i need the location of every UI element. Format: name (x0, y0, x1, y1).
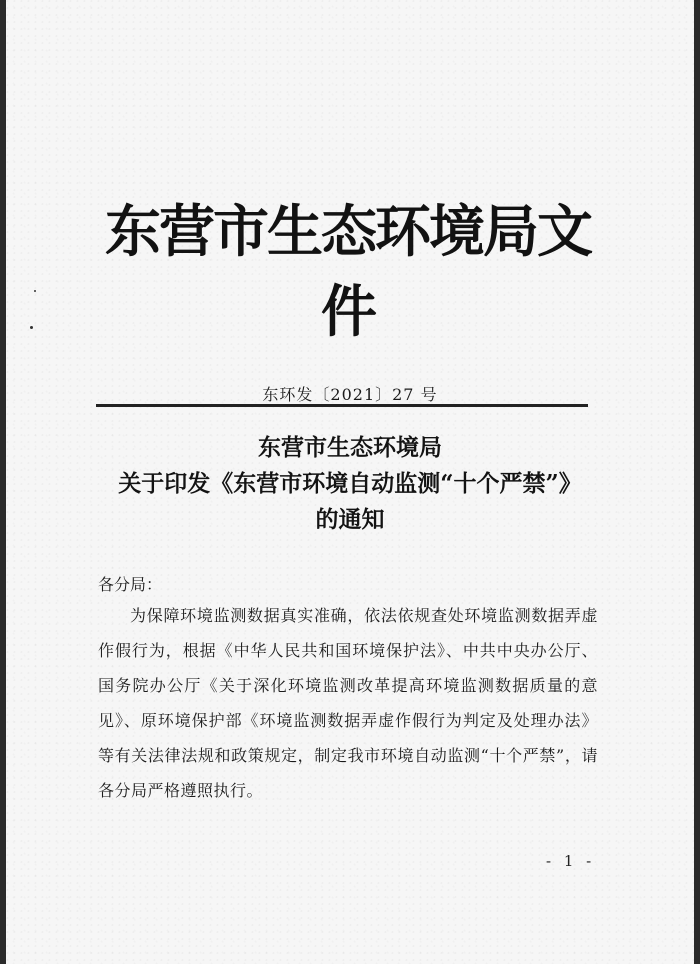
notice-title-line-3: 的通知 (315, 506, 385, 533)
notice-title-line-2: 关于印发《东营市环境自动监测“十个严禁”》 (118, 470, 582, 497)
body-paragraph: 为保障环境监测数据真实准确，依法依规查处环境监测数据弄虚作假行为，根据《中华人民共和国环境保护法》、中共中央办公厅、国务院办公厅《关于深化环境监测改革提高环境监测数据质量的意见》、原环境保护部《环境监测数据弄虚作假行为判定及处理办法》等有关法律法规和政策规定，制定我市环境自动监测“十个严禁”，请各分局严格遵照执行。 (98, 606, 598, 800)
notice-title (6, 430, 694, 538)
notice-title-line-1: 东营市生态环境局 (258, 434, 442, 461)
scan-speck (30, 326, 33, 329)
scan-speck (34, 290, 36, 292)
header-rule (96, 404, 588, 407)
document-number: 东环发〔2021〕27 号 (262, 385, 438, 404)
document-header-title: 东营市生态环境局文件 (105, 199, 591, 345)
page-number: - 1 - (546, 852, 596, 870)
salutation: 各分局： (98, 575, 163, 594)
